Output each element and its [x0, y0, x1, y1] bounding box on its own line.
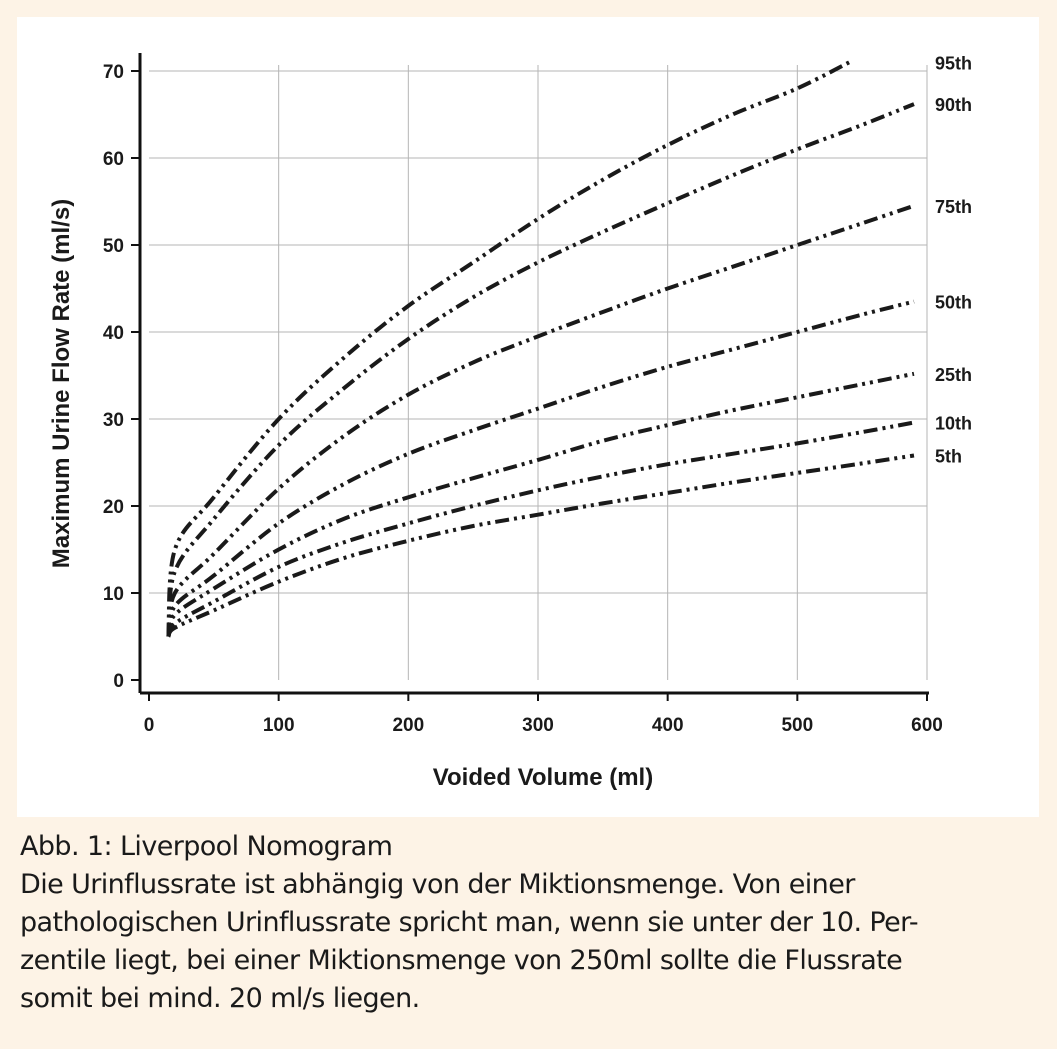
y-tick-label: 10 [102, 584, 124, 605]
series-label-75th: 75th [935, 196, 973, 217]
series-label-10th: 10th [935, 413, 973, 434]
y-axis-title: Maximum Urine Flow Rate (ml/s) [48, 198, 75, 569]
series-line-50th [168, 302, 914, 637]
x-tick-label: 600 [911, 715, 943, 736]
series-label-90th: 90th [935, 95, 973, 116]
series-label-5th: 5th [935, 446, 962, 467]
x-axis-title: Voided Volume (ml) [432, 764, 654, 791]
nomogram-chart [17, 17, 1039, 817]
x-tick-label: 400 [651, 715, 684, 736]
x-tick-label: 0 [143, 715, 155, 736]
x-tick-label: 500 [781, 715, 814, 736]
y-tick-label: 60 [102, 149, 124, 170]
figure-caption [20, 828, 1040, 1018]
caption-line-4: somit bei mind. 20 ml/s liegen. [20, 983, 420, 1014]
x-tick-label: 100 [262, 715, 295, 736]
series-line-90th [168, 104, 914, 636]
series-line-5th [168, 456, 914, 637]
caption-title: Abb. 1: Liverpool Nomogram [20, 831, 393, 862]
x-tick-label: 200 [392, 715, 425, 736]
caption-line-2: pathologischen Urinflussrate spricht man, wenn sie unter der 10. Per- [20, 907, 919, 938]
series-line-10th [168, 423, 914, 637]
y-tick-label: 0 [113, 671, 124, 692]
y-tick-label: 50 [102, 236, 124, 257]
y-tick-label: 40 [102, 323, 124, 344]
y-tick-label: 70 [102, 62, 124, 83]
y-tick-label: 20 [102, 497, 124, 518]
series-label-95th: 95th [935, 53, 973, 74]
series-line-25th [168, 374, 914, 637]
x-tick-label: 300 [522, 715, 554, 736]
series-label-50th: 50th [935, 292, 973, 313]
caption-line-3: zentile liegt, bei einer Miktionsmenge von 250ml sollte die Flussrate [20, 945, 903, 976]
chart-panel [17, 17, 1039, 817]
series-label-25th: 25th [935, 364, 973, 385]
y-tick-label: 30 [102, 410, 124, 431]
series-line-75th [168, 206, 914, 637]
caption-line-1: Die Urinflussrate ist abhängig von der Miktionsmenge. Von einer [20, 869, 855, 900]
